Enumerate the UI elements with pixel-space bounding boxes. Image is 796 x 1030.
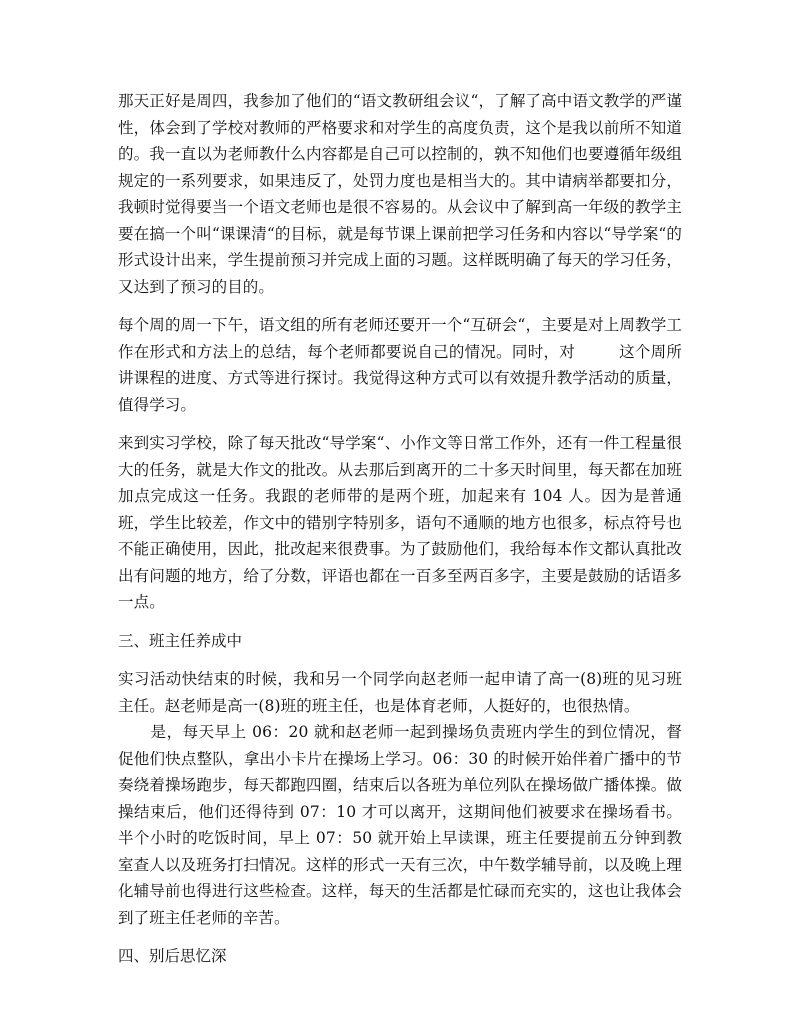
- paragraph-essay-grading: 来到实习学校，除了每天批改“导学案“、小作文等日常工作外，还有一件工程量很大的任务，就是大作文的批改。从去那后到离开的二十多天时间里，每天都在加班加点完成这一任务。我跟的老师带的是两个班，加起来有 104 人。因为是普通班，学生比较差，作文中的错别字特别多，语句不通顺的地方也很多，标点符号也不能正确使用，因此，批改起来很费事。为了鼓励他们，我给每本作文都认真批改出有问题的地方，给了分数，评语也都在一百多至两百多字，主要是鼓励的话语多一点。: [118, 434, 682, 611]
- paragraph-text-part-1: 每个周的周一下午，语文组的所有老师还要开一个“互研会“，主要是对上周教学工作在形式和方法上的总结，每个老师都要说自己的情况。同时，对: [118, 316, 682, 361]
- document-page: [118, 88, 682, 982]
- paragraph-daily-routine: 是，每天早上 06：20 就和赵老师一起到操场负责班内学生的到位情况，督促他们快点整队，拿出小卡片在操场上学习。06：30 的时候开始伴着广播中的节奏绕着操场跑步，每天都跑四圈，结束后以各班为单位列队在操场做广播体操。做操结束后，他们还得待到 07：10 才可以离开，这期间他们被要求在操场看书。半个小时的吃饭时间，早上 07：50 就开始上早读课，班主任要提前五分钟到教室查人以及班务打扫情况。这样的形式一天有三次，中午数学辅导前，以及晚上理化辅导前也得进行这些检查。这样，每天的生活都是忙碌而充实的，这也让我体会到了班主任老师的辛苦。: [118, 723, 682, 927]
- paragraph-text-part-2: 这个周所讲课程的进度、方式等进行探讨。我觉得这种方式可以有效提升教学活动的质量，值得学习。: [118, 342, 682, 414]
- paragraph-mutual-research-meeting: [118, 312, 682, 418]
- section-heading-4: 四、别后思忆深: [118, 947, 227, 965]
- paragraph-head-teacher-intro: 实习活动快结束的时候，我和另一个同学向赵老师一起申请了高一(8)班的见习班主任。赵老师是高一(8)班的班主任，也是体育老师，人挺好的，也很热情。: [118, 670, 682, 715]
- paragraph-research-meeting: 那天正好是周四，我参加了他们的“语文教研组会议“，了解了高中语文教学的严谨性，体会到了学校对教师的严格要求和对学生的高度负责，这个是我以前所不知道的。我一直以为老师教什么内容都是自己可以控制的，孰不知他们也要遵循年级组规定的一系列要求，如果违反了，处罚力度也是相当大的。其中请病举都要扣分，我顿时觉得要当一个语文老师也是很不容易的。从会议中了解到高一年级的教学主要在搞一个叫“课课清“的目标，就是每节课上课前把学习任务和内容以“导学案“的形式设计出来，学生提前预习并完成上面的习题。这样既明确了每天的学习任务，又达到了预习的目的。: [118, 92, 682, 296]
- section-heading-3: 三、班主任养成中: [118, 631, 243, 650]
